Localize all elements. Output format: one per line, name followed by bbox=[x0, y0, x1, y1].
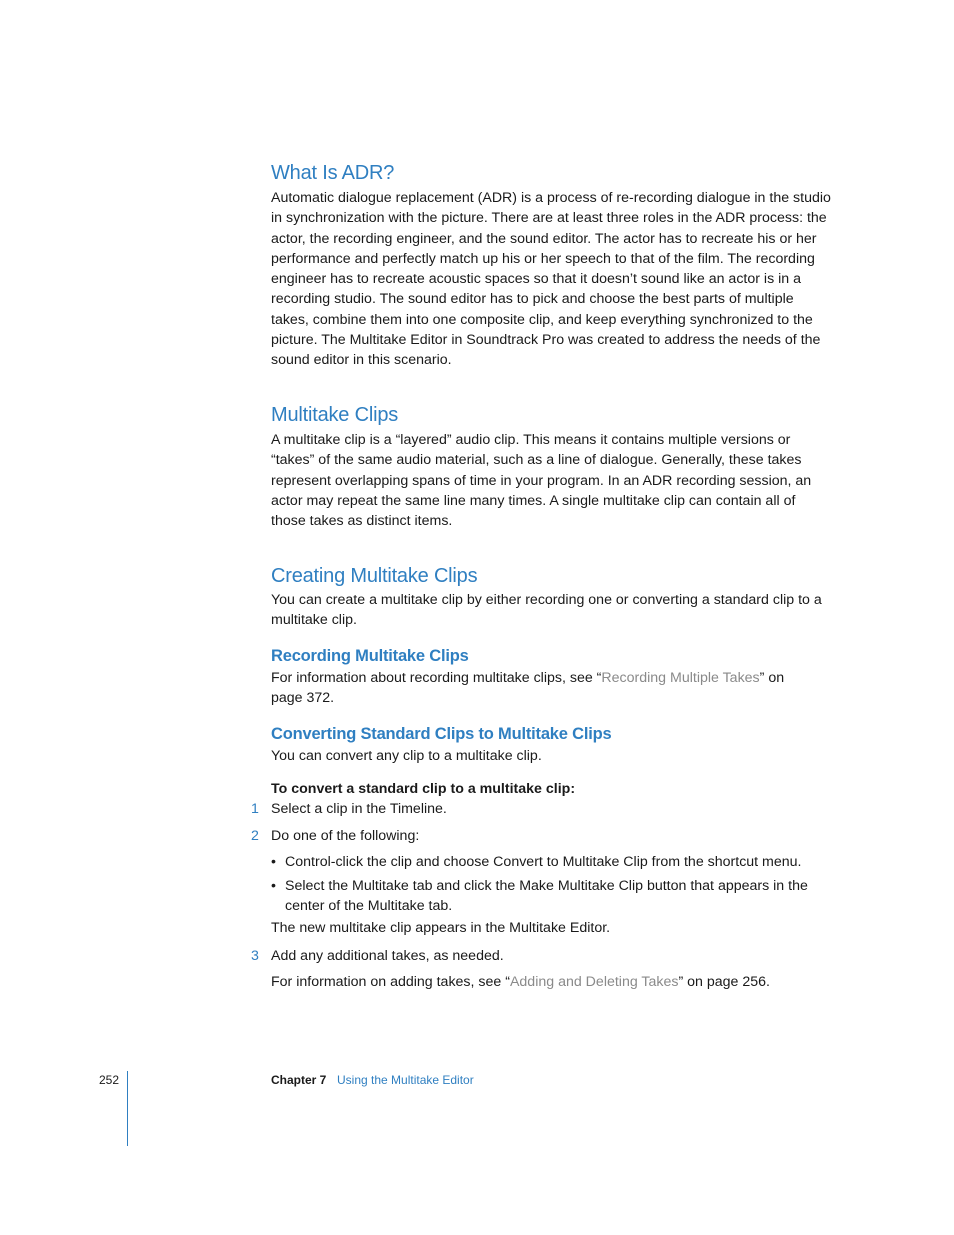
result-paragraph: The new multitake clip appears in the Multitake Editor. bbox=[271, 920, 611, 936]
heading-creating-multitake-clips: Creating Multitake Clips bbox=[271, 565, 478, 587]
creating-paragraph: You can create a multitake clip by either recording one or converting a standard clip to a multitake clip. bbox=[271, 592, 822, 629]
heading-what-is-adr: What Is ADR? bbox=[271, 162, 395, 184]
footer-rule bbox=[127, 1071, 128, 1146]
adr-paragraph: Automatic dialogue replacement (ADR) is a process of re-recording dialogue in the studio in synchronization with the picture. There are at least three roles in the ADR process: the actor, the recording engineer, and the sound editor. The actor has to recreate his or her performance and perfectly match up his or her speech to that of the film. The recording engineer has to recreate acoustic spaces so that it doesn’t sound like an actor is in a recording studio. The sound editor has to pick and choose the best parts of multiple takes, combine them into one composite clip, and keep everything synchronized to the picture. The Multitake Editor in Soundtrack Pro was created to address the needs of the sound editor in this scenario. bbox=[271, 190, 831, 369]
chapter-title: Using the Multitake Editor bbox=[337, 1073, 474, 1087]
recording-paragraph bbox=[271, 668, 791, 709]
adding-text-after: ” on page 256. bbox=[678, 974, 770, 990]
step-text-2: Do one of the following: bbox=[271, 828, 420, 844]
adding-takes-paragraph bbox=[271, 972, 831, 992]
bullet-marker: • bbox=[271, 854, 276, 870]
recording-text-after: ” on page 372. bbox=[271, 670, 785, 707]
heading-multitake-clips: Multitake Clips bbox=[271, 404, 399, 426]
adding-text-before: For information on adding takes, see “ bbox=[271, 974, 510, 990]
recording-text-before: For information about recording multitake clips, see “ bbox=[271, 670, 602, 686]
step-number-1: 1 bbox=[251, 801, 259, 817]
chapter-label: Chapter 7 bbox=[271, 1073, 327, 1087]
heading-converting-standard-clips: Converting Standard Clips to Multitake Clips bbox=[271, 725, 612, 743]
step-number-3: 3 bbox=[251, 948, 259, 964]
multitake-paragraph: A multitake clip is a “layered” audio clip. This means it contains multiple versions or “takes” of the same audio material, such as a line of dialogue. Generally, these takes represent overlapping spans of time in your program. In an ADR recording session, an actor may repeat the same line many times. A single multitake clip can contain all of those takes as distinct items. bbox=[271, 432, 812, 530]
page-number: 252 bbox=[99, 1073, 120, 1087]
bullet-item-2: Select the Multitake tab and click the Make Multitake Clip button that appears in the center of the Multitake tab. bbox=[285, 878, 808, 915]
converting-paragraph: You can convert any clip to a multitake clip. bbox=[271, 748, 542, 764]
step-text-3: Add any additional takes, as needed. bbox=[271, 948, 504, 964]
step-text-1: Select a clip in the Timeline. bbox=[271, 801, 447, 817]
adding-deleting-takes-link[interactable]: Adding and Deleting Takes bbox=[509, 974, 679, 990]
task-title: To convert a standard clip to a multitake clip: bbox=[271, 781, 576, 797]
bullet-item-1: Control-click the clip and choose Convert to Multitake Clip from the shortcut menu. bbox=[285, 854, 802, 870]
step-number-2: 2 bbox=[251, 828, 259, 844]
bullet-marker: • bbox=[271, 878, 276, 894]
recording-multiple-takes-link[interactable]: Recording Multiple Takes bbox=[601, 670, 760, 686]
heading-recording-multitake-clips: Recording Multitake Clips bbox=[271, 647, 469, 665]
